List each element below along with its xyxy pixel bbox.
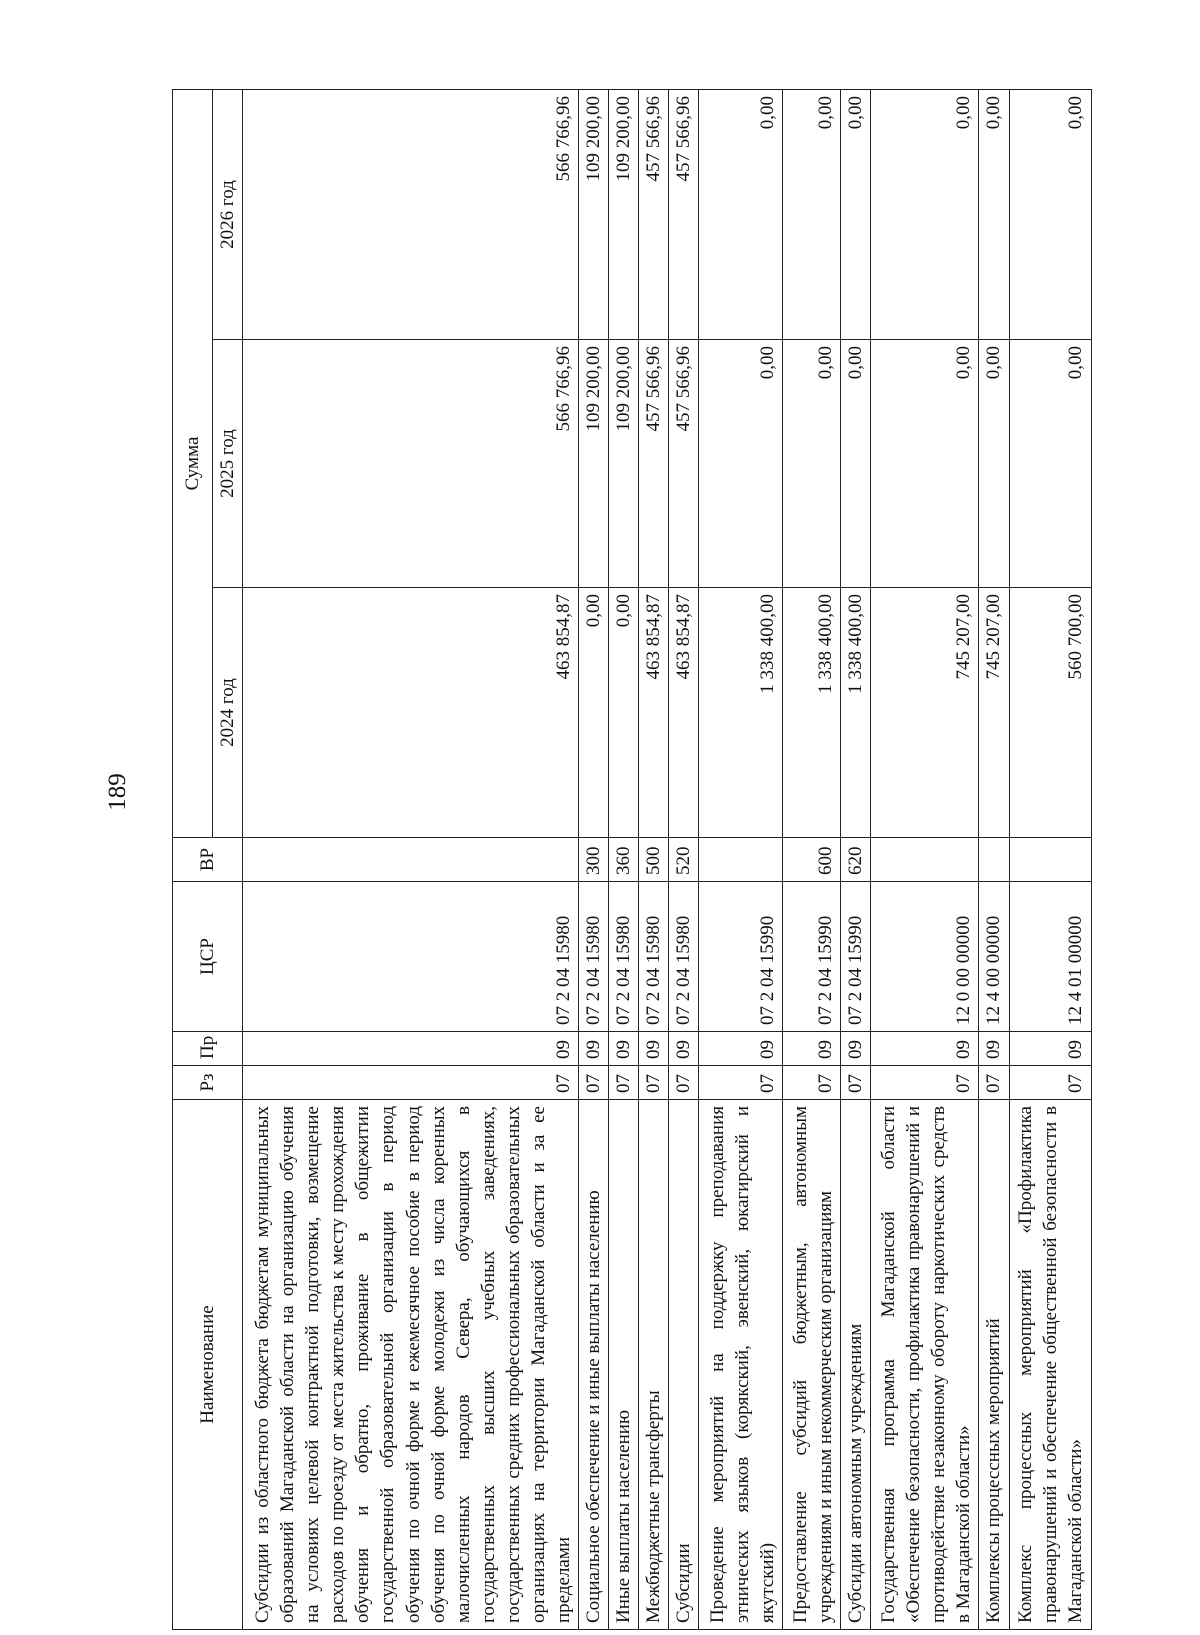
row-pr: 09: [579, 1032, 609, 1066]
row-2025: 109 200,00: [579, 340, 609, 588]
row-2024: 0,00: [609, 588, 639, 838]
table-row: [979, 89, 1009, 1629]
row-pr: 09: [841, 1032, 871, 1066]
row-2026: 109 200,00: [609, 89, 639, 339]
row-name: Комплексы процессных мероприятий: [979, 1100, 1009, 1630]
row-name: Государственная программа Магаданской области «Обеспечение безопасности, профилактика правонарушений и противодействие незаконному обороту наркотических средств в Магаданской области»: [871, 1100, 979, 1630]
row-rz: 07: [669, 1066, 699, 1100]
table-row: [243, 89, 579, 1629]
table-row: [609, 89, 639, 1629]
row-csr: 07 2 04 15980: [243, 882, 579, 1032]
row-2024: 560 700,00: [1009, 588, 1091, 838]
row-rz: 07: [979, 1066, 1009, 1100]
row-rz: 07: [841, 1066, 871, 1100]
row-name: Проведение мероприятий на поддержку преподавания этнических языков (корякский, эвенский, юкагирский и якутский): [699, 1100, 783, 1630]
row-2026: 0,00: [783, 89, 841, 339]
row-2024: 0,00: [579, 588, 609, 838]
row-2024: 745 207,00: [871, 588, 979, 838]
row-2025: 457 566,96: [639, 340, 669, 588]
row-2026: 0,00: [871, 89, 979, 339]
row-rz: 07: [871, 1066, 979, 1100]
row-pr: 09: [669, 1032, 699, 1066]
table-row: [639, 89, 669, 1629]
row-csr: 07 2 04 15980: [579, 882, 609, 1032]
header-2025: 2025 год: [213, 340, 243, 588]
row-vr: [699, 838, 783, 882]
row-2026: 457 566,96: [639, 89, 669, 339]
row-name: Межбюджетные трансферты: [639, 1100, 669, 1630]
row-csr: 07 2 04 15990: [699, 882, 783, 1032]
header-row-top: [173, 89, 213, 1629]
table-row: [669, 89, 699, 1629]
row-name: Комплекс процессных мероприятий «Профилактика правонарушений и обеспечение общественной безопасности в Магаданской области»: [1009, 1100, 1091, 1630]
row-rz: 07: [243, 1066, 579, 1100]
row-2024: 463 854,87: [639, 588, 669, 838]
row-2025: 0,00: [841, 340, 871, 588]
row-csr: 12 4 01 00000: [1009, 882, 1091, 1032]
row-2024: 1 338 400,00: [699, 588, 783, 838]
row-vr: [871, 838, 979, 882]
row-vr: [1009, 838, 1091, 882]
budget-table-wrapper: [172, 90, 1087, 1630]
row-name: Иные выплаты населению: [609, 1100, 639, 1630]
row-vr: 520: [669, 838, 699, 882]
row-csr: 07 2 04 15980: [669, 882, 699, 1032]
row-2024: 1 338 400,00: [841, 588, 871, 838]
row-vr: [243, 838, 579, 882]
row-2026: 0,00: [1009, 89, 1091, 339]
row-vr: [979, 838, 1009, 882]
row-2024: 745 207,00: [979, 588, 1009, 838]
table-row: [871, 89, 979, 1629]
row-name: Субсидии из областного бюджета бюджетам муниципальных образований Магаданской области на организацию обучения на условиях целевой контрактной подготовки, возмещение расходов по проезду от места жительства к месту прохождения обучения и обратно, проживание в общежитии государственной образовательной организации в период обучения по очной форме и ежемесячное пособие в период обучения по очной форме молодежи из числа коренных малочисленных народов Севера, обучающихся в государственных высших учебных заведениях, государственных средних профессиональных образовательных организациях на территории Магаданской области и за ее пределами: [243, 1100, 579, 1630]
row-name: Предоставление субсидий бюджетным, автономным учреждениям и иным некоммерческим организациям: [783, 1100, 841, 1630]
row-2026: 0,00: [979, 89, 1009, 339]
row-rz: 07: [609, 1066, 639, 1100]
row-pr: 09: [783, 1032, 841, 1066]
row-pr: 09: [699, 1032, 783, 1066]
row-2026: 109 200,00: [579, 89, 609, 339]
budget-table: [172, 89, 1092, 1630]
row-name: Социальное обеспечение и иные выплаты населению: [579, 1100, 609, 1630]
row-2025: 0,00: [979, 340, 1009, 588]
row-vr: 360: [609, 838, 639, 882]
table-row: [841, 89, 871, 1629]
row-2025: 0,00: [1009, 340, 1091, 588]
header-pr: Пр: [173, 1032, 243, 1066]
row-name: Субсидии: [669, 1100, 699, 1630]
header-vr: ВР: [173, 838, 243, 882]
row-vr: 620: [841, 838, 871, 882]
row-2025: 0,00: [699, 340, 783, 588]
row-vr: 500: [639, 838, 669, 882]
row-csr: 12 0 00 00000: [871, 882, 979, 1032]
row-csr: 07 2 04 15980: [639, 882, 669, 1032]
row-vr: 600: [783, 838, 841, 882]
row-rz: 07: [1009, 1066, 1091, 1100]
header-2026: 2026 год: [213, 89, 243, 339]
header-name: Наименование: [173, 1100, 243, 1630]
header-2024: 2024 год: [213, 588, 243, 838]
row-rz: 07: [579, 1066, 609, 1100]
row-pr: 09: [1009, 1032, 1091, 1066]
row-2024: 1 338 400,00: [783, 588, 841, 838]
row-2024: 463 854,87: [243, 588, 579, 838]
row-2026: 0,00: [841, 89, 871, 339]
row-pr: 09: [871, 1032, 979, 1066]
table-row: [699, 89, 783, 1629]
row-csr: 07 2 04 15990: [841, 882, 871, 1032]
row-2025: 0,00: [783, 340, 841, 588]
row-csr: 07 2 04 15980: [609, 882, 639, 1032]
page-number: 189: [104, 773, 131, 811]
row-csr: 12 4 00 00000: [979, 882, 1009, 1032]
row-pr: 09: [609, 1032, 639, 1066]
row-2024: 463 854,87: [669, 588, 699, 838]
row-rz: 07: [783, 1066, 841, 1100]
row-rz: 07: [639, 1066, 669, 1100]
row-name: Субсидии автономным учреждениям: [841, 1100, 871, 1630]
row-csr: 07 2 04 15990: [783, 882, 841, 1032]
row-2026: 457 566,96: [669, 89, 699, 339]
header-sum: Сумма: [173, 89, 213, 837]
row-pr: 09: [639, 1032, 669, 1066]
header-rz: Рз: [173, 1066, 243, 1100]
row-pr: 09: [979, 1032, 1009, 1066]
table-row: [783, 89, 841, 1629]
row-2025: 109 200,00: [609, 340, 639, 588]
row-vr: 300: [579, 838, 609, 882]
header-csr: ЦСР: [173, 882, 243, 1032]
row-pr: 09: [243, 1032, 579, 1066]
row-rz: 07: [699, 1066, 783, 1100]
row-2025: 0,00: [871, 340, 979, 588]
row-2025: 566 766,96: [243, 340, 579, 588]
table-row: [579, 89, 609, 1629]
row-2025: 457 566,96: [669, 340, 699, 588]
row-2026: 566 766,96: [243, 89, 579, 339]
row-2026: 0,00: [699, 89, 783, 339]
table-row: [1009, 89, 1091, 1629]
